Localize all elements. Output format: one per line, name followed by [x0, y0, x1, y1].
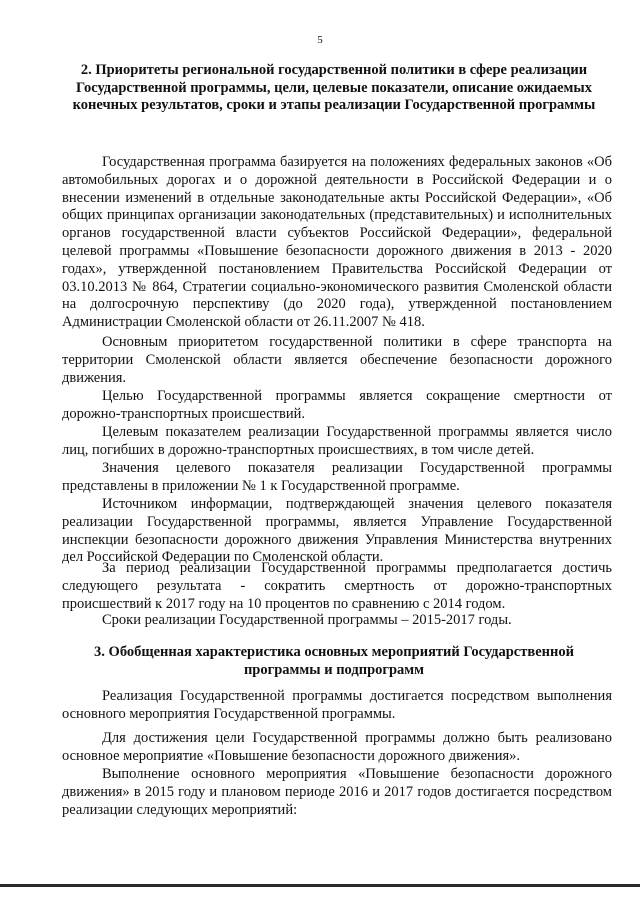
page-bottom-edge	[0, 884, 640, 887]
section-2-paragraph-5: Значения целевого показателя реализации Государственной программы представлены в приложении № 1 к Государственной программе.	[62, 460, 612, 494]
section-2-paragraph-8: Сроки реализации Государственной программы – 2015-2017 годы.	[102, 612, 512, 628]
section-3-heading: 3. Обобщенная характеристика основных мероприятий Государственной программы и подпрограмм	[94, 644, 574, 678]
section-3-paragraph-3: Выполнение основного мероприятия «Повышение безопасности дорожного движения» в 2015 году и плановом периоде 2016 и 2017 годов достигается посредством реализации следующих мероприятий:	[62, 766, 612, 818]
section-2-paragraph-1: Государственная программа базируется на положениях федеральных законов «Об автомобильных дорогах и о дорожной деятельности в Российской Федерации и о внесении изменений в отдельные законодательные акты Российской Федерации», «Об общих принципах организации законодательных (представительных) и исполнительных органов государственной власти субъектов Российской Федерации», федеральной целевой программы «Повышение безопасности дорожного движения в 2013 - 2020 годах», утвержденной постановлением Правительства Российской Федерации от 03.10.2013 № 864, Стратегии социально-экономического развития Смоленской области на долгосрочную перспективу (до 2020 года), утвержденной постановлением Администрации Смоленской области от 26.11.2007 № 418.	[62, 154, 612, 331]
section-2-paragraph-6: Источником информации, подтверждающей значения целевого показателя реализации Государственной программы, является Управление Государственной инспекции безопасности дорожного движения Управления Министерства внутренних дел Российской Федерации по Смоленской области.	[62, 496, 612, 566]
section-3-paragraph-2: Для достижения цели Государственной программы должно быть реализовано основное мероприятие «Повышение безопасности дорожного движения».	[62, 730, 612, 764]
page-number: 5	[317, 34, 323, 46]
section-2-paragraph-3: Целью Государственной программы является сокращение смертности от дорожно-транспортных происшествий.	[62, 388, 612, 422]
section-2-paragraph-2: Основным приоритетом государственной политики в сфере транспорта на территории Смоленской области является обеспечение безопасности дорожного движения.	[62, 334, 612, 386]
section-2-paragraph-4: Целевым показателем реализации Государственной программы является число лиц, погибших в дорожно-транспортных происшествиях, в том числе детей.	[62, 424, 612, 458]
section-2-paragraph-7: За период реализации Государственной программы предполагается достичь следующего результата - сократить смертность от дорожно-транспортных происшествий к 2017 году на 10 процентов по сравнению с 2014 годом.	[62, 560, 612, 612]
section-2-heading: 2. Приоритеты региональной государственной политики в сфере реализации Государственной программы, цели, целевые показатели, описание ожидаемых конечных результатов, сроки и этапы реализации Государственной программы	[72, 62, 596, 114]
section-3-paragraph-1: Реализация Государственной программы достигается посредством выполнения основного мероприятия Государственной программы.	[62, 688, 612, 722]
